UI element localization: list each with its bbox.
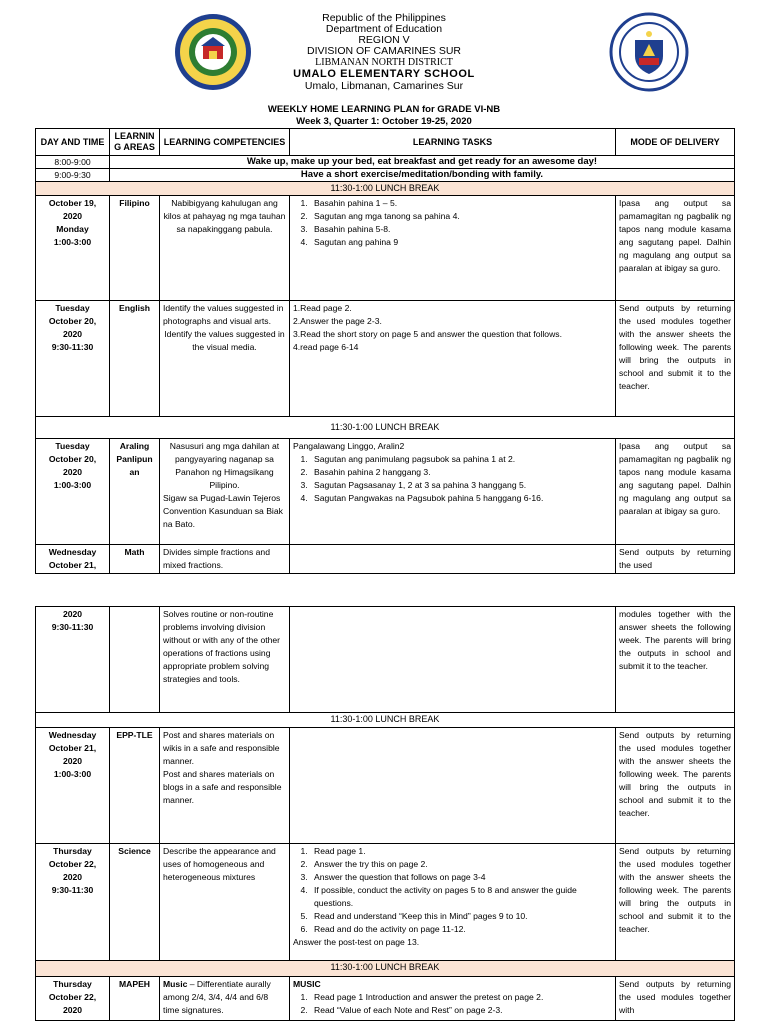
table-row	[36, 844, 735, 961]
day-time-cell: Thursday October 22, 2020	[36, 977, 110, 1021]
mode-of-delivery-cell: Send outputs by returning the used	[616, 545, 735, 574]
learning-area-cell: Science	[110, 844, 160, 961]
tasks-cell	[290, 301, 616, 417]
task-item: 3. Basahin pahina 5-8.	[310, 223, 612, 236]
competency-cell: Post and shares materials on wikis in a safe and responsible manner. Post and shares materials on blogs in a safe and responsible manner.	[160, 728, 290, 844]
mode-of-delivery-cell: Send outputs by returning the used modules together with the answer sheets the following week. The parents will bring the outputs in school and submit it to the teacher.	[616, 728, 735, 844]
learning-plan-table-page2	[35, 606, 735, 1021]
task-item: 1.Read page 2.	[293, 303, 352, 313]
competency-cell: Music – Differentiate aurally among 2/4, 3/4, 4/4 and 6/8 time signatures.	[160, 977, 290, 1021]
table-row	[36, 196, 735, 301]
tasks-cell	[290, 728, 616, 844]
competency-cell: Solves routine or non-routine problems involving division without or with any of the other operations of fractions using appropriate problem solving strategies and tools.	[160, 607, 290, 713]
document-header	[0, 0, 768, 104]
header-line-district: LIBMANAN NORTH DISTRICT	[315, 57, 453, 68]
table-row	[36, 728, 735, 844]
task-item: 3. Answer the question that follows on page 3-4	[310, 871, 612, 884]
plan-subtitle: Week 3, Quarter 1: October 19-25, 2020	[296, 116, 472, 127]
day-time-cell: Wednesday October 21,	[36, 545, 110, 574]
header-line-region: REGION V	[358, 34, 410, 46]
tasks-heading: MUSIC	[293, 979, 321, 989]
tasks-cell	[290, 196, 616, 301]
col-header-mode: MODE OF DELIVERY	[616, 129, 735, 156]
task-item: 4. Sagutan Pangwakas na Pagsubok pahina 5 hanggang 6-16.	[310, 492, 612, 505]
competency-cell: Identify the values suggested in photographs and visual arts. Identify the values suggested in the visual media.	[160, 301, 290, 417]
lunch-break-row: 11:30-1:00 LUNCH BREAK	[36, 182, 735, 196]
table-row	[36, 977, 735, 1021]
task-item: 2.Answer the page 2-3.	[293, 316, 382, 326]
competency-cell: Describe the appearance and uses of homogeneous and heterogeneous mixtures	[160, 844, 290, 961]
tasks-cell	[290, 607, 616, 713]
col-header-tasks: LEARNING TASKS	[290, 129, 616, 156]
tasks-intro: Pangalawang Linggo, Aralin2	[293, 441, 405, 451]
day-time-cell: Tuesday October 20, 2020 9:30-11:30	[36, 301, 110, 417]
table-row	[36, 439, 735, 545]
tasks-cell	[290, 439, 616, 545]
task-item: 1. Basahin pahina 1 – 5.	[310, 197, 612, 210]
task-item: 4. Sagutan ang pahina 9	[310, 236, 612, 249]
lunch-break-row: 11:30-1:00 LUNCH BREAK	[36, 417, 735, 439]
day-time-cell: Wednesday October 21, 2020 1:00-3:00	[36, 728, 110, 844]
routine-time: 9:00-9:30	[36, 169, 110, 182]
day-time-cell: 2020 9:30-11:30	[36, 607, 110, 713]
learning-plan-table-page1	[35, 128, 735, 574]
tasks-cell	[290, 977, 616, 1021]
task-item: 2. Read “Value of each Note and Rest” on page 2-3.	[310, 1004, 612, 1017]
task-item: 3. Sagutan Pagsasanay 1, 2 at 3 sa pahina 3 hanggang 5.	[310, 479, 612, 492]
tasks-cell	[290, 844, 616, 961]
table-row	[36, 545, 735, 574]
learning-area-cell: Araling Panlipun an	[110, 439, 160, 545]
day-time-cell: Tuesday October 20, 2020 1:00-3:00	[36, 439, 110, 545]
learning-area-cell: EPP-TLE	[110, 728, 160, 844]
col-header-day: DAY AND TIME	[36, 129, 110, 156]
task-item: Answer the post-test on page 13.	[293, 937, 420, 947]
task-item: 6. Read and do the activity on page 11-12.	[310, 923, 612, 936]
table-row	[36, 301, 735, 417]
mode-of-delivery-cell: Send outputs by returning the used modules together with the answer sheets the following week. The parents will bring the outputs in school and submit it to the teacher.	[616, 844, 735, 961]
header-line-division: DIVISION OF CAMARINES SUR	[306, 45, 462, 57]
plan-title: WEEKLY HOME LEARNING PLAN for GRADE VI-NB	[267, 104, 501, 115]
routine-activity: Have a short exercise/meditation/bonding with family.	[110, 169, 735, 182]
learning-area-cell: Filipino	[110, 196, 160, 301]
task-item: 2. Basahin pahina 2 hanggang 3.	[310, 466, 612, 479]
competency-cell: Nasusuri ang mga dahilan at pangyayaring naganap sa Panahon ng Himagsikang Pilipino. Sigaw sa Pugad-Lawin Tejeros Convention Kasunduan sa Biak na Bato.	[160, 439, 290, 545]
day-time-cell: October 19, 2020 Monday 1:00-3:00	[36, 196, 110, 301]
mode-of-delivery-cell: Send outputs by returning the used modules together with	[616, 977, 735, 1021]
col-header-competencies: LEARNING COMPETENCIES	[160, 129, 290, 156]
task-item: 5. Read and understand “Keep this in Mind” pages 9 to 10.	[310, 910, 612, 923]
mode-of-delivery-cell: Ipasa ang output sa pamamagitan ng pagbalik ng tapos nang module kasama ang sagutang papel. Dalhin ng magulang ang output sa paaralan at ibigay sa guro.	[616, 439, 735, 545]
task-item: 3.Read the short story on page 5 and answer the question that follows.	[293, 329, 562, 339]
learning-area-cell	[110, 607, 160, 713]
table-row	[36, 607, 735, 713]
learning-area-cell: MAPEH	[110, 977, 160, 1021]
header-address: Umalo, Libmanan, Camarines Sur	[304, 80, 464, 92]
lunch-break-row: 11:30-1:00 LUNCH BREAK	[36, 961, 735, 977]
day-time-cell: Thursday October 22, 2020 9:30-11:30	[36, 844, 110, 961]
learning-area-cell: English	[110, 301, 160, 417]
routine-activity: Wake up, make up your bed, eat breakfast and get ready for an awesome day!	[110, 156, 735, 169]
header-line-department: Department of Education	[325, 23, 443, 35]
learning-area-cell: Math	[110, 545, 160, 574]
routine-time: 8:00-9:00	[36, 156, 110, 169]
task-item: 2. Sagutan ang mga tanong sa pahina 4.	[310, 210, 612, 223]
mode-of-delivery-cell: Send outputs by returning the used modules together with the answer sheets the following week. The parents will bring the outputs in school and submit it to the teacher.	[616, 301, 735, 417]
lunch-break-row: 11:30-1:00 LUNCH BREAK	[36, 713, 735, 728]
mode-of-delivery-cell: Ipasa ang output sa pamamagitan ng pagbalik ng tapos nang module kasama ang sagutang papel. Dalhin ng magulang ang output sa paaralan at ibigay sa guro.	[616, 196, 735, 301]
header-school-name: UMALO ELEMENTARY SCHOOL	[293, 68, 475, 80]
task-item: 1. Read page 1.	[310, 845, 612, 858]
task-item: 1. Sagutan ang panimulang pagsubok sa pahina 1 at 2.	[310, 453, 612, 466]
mode-of-delivery-cell: modules together with the answer sheets the following week. The parents will bring the outputs in school and submit it to the teacher.	[616, 607, 735, 713]
tasks-cell	[290, 545, 616, 574]
competency-cell: Divides simple fractions and mixed fractions.	[160, 545, 290, 574]
task-item: 1. Read page 1 Introduction and answer the pretest on page 2.	[310, 991, 612, 1004]
task-item: 4.read page 6-14	[293, 342, 359, 352]
task-item: 4. If possible, conduct the activity on pages 5 to 8 and answer the guide questions.	[310, 884, 612, 910]
header-line-republic: Republic of the Philippines	[322, 12, 446, 24]
task-item: 2. Answer the try this on page 2.	[310, 858, 612, 871]
competency-cell: Nabibigyang kahulugan ang kilos at pahayag ng mga tauhan sa napakinggang pabula.	[160, 196, 290, 301]
col-header-area: LEARNIN G AREAS	[110, 129, 160, 156]
